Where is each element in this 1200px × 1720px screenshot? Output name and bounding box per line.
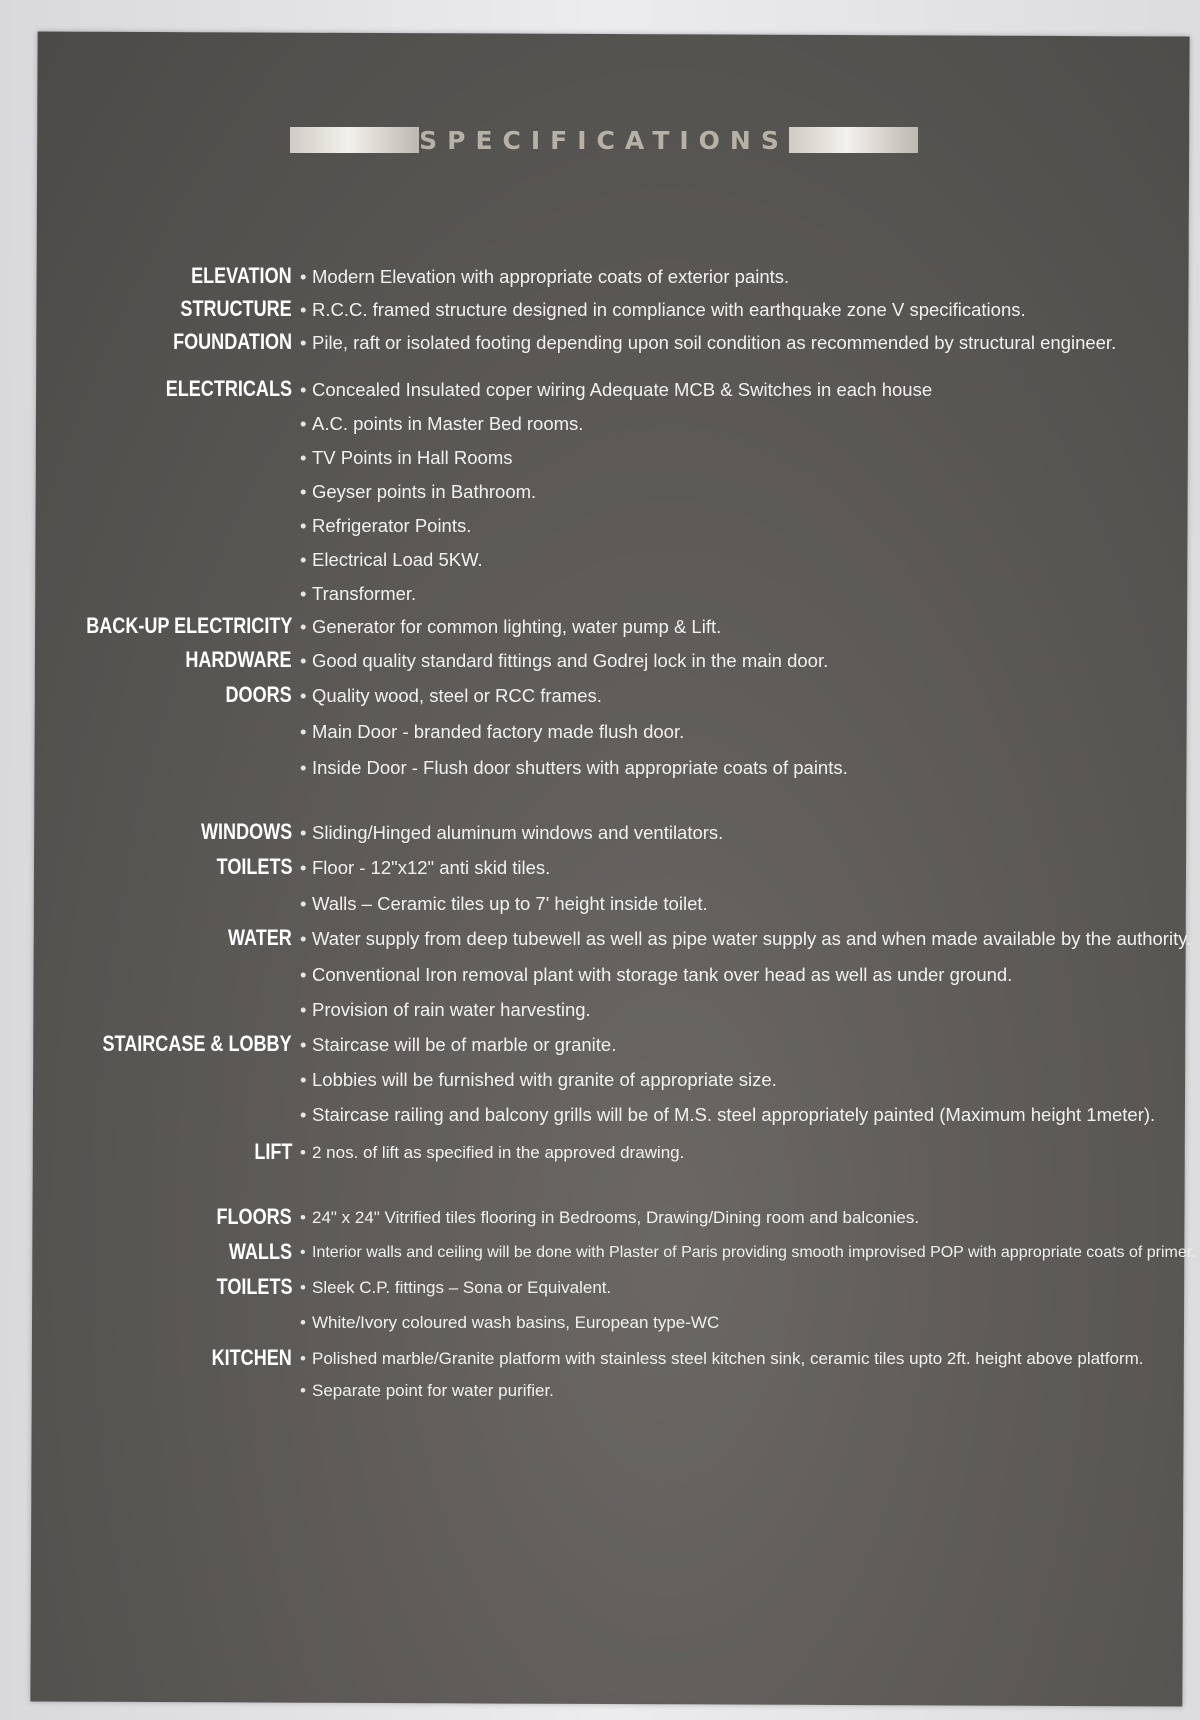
bullet-icon: • [300, 1349, 306, 1368]
spec-item [300, 1032, 616, 1058]
bullet-icon: • [300, 721, 307, 742]
spec-item [300, 1240, 1196, 1266]
spec-row [0, 375, 1200, 405]
spec-item [300, 1378, 554, 1404]
bullet-icon: • [300, 379, 307, 400]
spec-row [0, 443, 1200, 473]
bullet-icon: • [300, 1381, 306, 1400]
spec-text: Staircase railing and balcony grills will be of M.S. steel appropriately painted (Maximum height 1meter). [312, 1104, 1156, 1125]
spec-label: FLOORS [216, 1204, 292, 1229]
spec-row [0, 889, 1200, 919]
spec-item [300, 1102, 1155, 1128]
spec-text: Main Door - branded factory made flush door. [312, 721, 685, 742]
spec-text: Quality wood, steel or RCC frames. [312, 685, 602, 706]
spec-label: HARDWARE [185, 647, 292, 672]
spec-text: Provision of rain water harvesting. [312, 999, 591, 1020]
spec-label: WINDOWS [200, 819, 292, 844]
spec-label: KITCHEN [211, 1345, 292, 1370]
spec-text: Polished marble/Granite platform with stainless steel kitchen sink, ceramic tiles upto 2ft. height above platform. [312, 1349, 1144, 1368]
spec-text: Pile, raft or isolated footing depending upon soil condition as recommended by structural engineer. [312, 332, 1117, 353]
spec-item [300, 1140, 684, 1166]
spec-row [0, 612, 1200, 642]
spec-item [300, 962, 1012, 988]
bullet-icon: • [300, 1313, 306, 1332]
bullet-icon: • [300, 299, 307, 320]
bullet-icon: • [300, 583, 307, 604]
spec-text: Concealed Insulated coper wiring Adequate MCB & Switches in each house [312, 379, 933, 400]
bullet-icon: • [300, 1244, 306, 1261]
spec-item [300, 445, 512, 471]
bullet-icon: • [300, 481, 307, 502]
bullet-icon: • [300, 999, 307, 1020]
bullet-icon: • [300, 1034, 307, 1055]
spec-item [300, 614, 721, 640]
spec-item [300, 330, 1116, 356]
spec-row [0, 328, 1200, 358]
spec-text: Floor - 12"x12" anti skid tiles. [312, 857, 551, 878]
spec-text: Separate point for water purifier. [312, 1381, 554, 1400]
bullet-icon: • [300, 549, 307, 570]
spec-text: Lobbies will be furnished with granite of appropriate size. [312, 1069, 777, 1090]
spec-text: 2 nos. of lift as specified in the approved drawing. [312, 1143, 685, 1162]
spec-item [300, 297, 1026, 323]
spec-item [300, 1310, 719, 1336]
spec-row [0, 579, 1200, 609]
spec-label: TOILETS [216, 1274, 292, 1299]
spec-item [300, 513, 471, 539]
spec-item [300, 719, 684, 745]
bullet-icon: • [300, 1069, 307, 1090]
spec-item [300, 1067, 777, 1093]
bullet-icon: • [300, 893, 307, 914]
spec-item [300, 377, 932, 403]
bullet-icon: • [300, 515, 307, 536]
spec-text: Generator for common lighting, water pump & Lift. [312, 616, 722, 637]
spec-row [0, 511, 1200, 541]
spec-text: Refrigerator Points. [312, 515, 472, 536]
bullet-icon: • [300, 332, 307, 353]
bullet-icon: • [300, 413, 307, 434]
spec-label: WATER [228, 925, 292, 950]
spec-row [0, 1030, 1200, 1060]
bullet-icon: • [300, 1104, 307, 1125]
spec-item [300, 1275, 611, 1301]
spec-row [0, 1238, 1200, 1268]
spec-text: Water supply from deep tubewell as well as pipe water supply as and when made available by the authority. [312, 928, 1192, 949]
spec-row [0, 995, 1200, 1025]
spec-text: Transformer. [312, 583, 417, 604]
spec-label: TOILETS [216, 854, 292, 879]
spec-item [300, 648, 828, 674]
spec-item [300, 855, 550, 881]
spec-row [0, 717, 1200, 747]
spec-text: R.C.C. framed structure designed in compliance with earthquake zone V specifications. [312, 299, 1026, 320]
spec-text: Interior walls and ceiling will be done with Plaster of Paris providing smooth improvised POP with appropriate coats of primer. [312, 1244, 1196, 1261]
spec-text: Sliding/Hinged aluminum windows and ventilators. [312, 822, 724, 843]
spec-text: White/Ivory coloured wash basins, European type-WC [312, 1313, 720, 1332]
bullet-icon: • [300, 650, 307, 671]
bullet-icon: • [300, 928, 307, 949]
spec-row [0, 1344, 1200, 1374]
spec-row [0, 1376, 1200, 1406]
bullet-icon: • [300, 266, 307, 287]
spec-label: ELECTRICALS [165, 376, 292, 401]
bullet-icon: • [300, 616, 307, 637]
spec-text: Modern Elevation with appropriate coats of exterior paints. [312, 266, 790, 287]
bullet-icon: • [300, 447, 307, 468]
spec-text: A.C. points in Master Bed rooms. [312, 413, 584, 434]
spec-row [0, 753, 1200, 783]
bullet-icon: • [300, 685, 307, 706]
bullet-icon: • [300, 822, 307, 843]
spec-text: Sleek C.P. fittings – Sona or Equivalent. [312, 1278, 612, 1297]
spec-row [0, 1203, 1200, 1233]
spec-row [0, 262, 1200, 292]
bullet-icon: • [300, 1208, 306, 1227]
spec-row [0, 960, 1200, 990]
spec-label: LIFT [253, 1139, 292, 1164]
bullet-icon: • [300, 857, 307, 878]
spec-item [300, 479, 536, 505]
bullet-icon: • [300, 1278, 306, 1297]
spec-text: Walls – Ceramic tiles up to 7' height inside toilet. [312, 893, 708, 914]
spec-item [300, 411, 583, 437]
spec-row [0, 818, 1200, 848]
spec-text: Good quality standard fittings and Godrej lock in the main door. [312, 650, 829, 671]
spec-text: Conventional Iron removal plant with storage tank over head as well as under ground. [312, 964, 1013, 985]
spec-item [300, 891, 708, 917]
spec-text: Staircase will be of marble or granite. [312, 1034, 617, 1055]
spec-text: 24" x 24" Vitrified tiles flooring in Bedrooms, Drawing/Dining room and balconies. [312, 1208, 920, 1227]
spec-label: STRUCTURE [180, 296, 292, 321]
spec-text: Geyser points in Bathroom. [312, 481, 537, 502]
spec-text: Electrical Load 5KW. [312, 549, 483, 570]
spec-item [300, 264, 789, 290]
page-title: SPECIFICATIONS [419, 125, 789, 155]
spec-item [300, 1346, 1144, 1372]
spec-row [0, 1273, 1200, 1303]
spec-item [300, 547, 483, 573]
spec-row [0, 1100, 1200, 1130]
bullet-icon: • [300, 964, 307, 985]
spec-row [0, 1308, 1200, 1338]
spec-item [300, 683, 602, 709]
spec-row [0, 545, 1200, 575]
spec-label: FOUNDATION [173, 329, 292, 354]
spec-text: Inside Door - Flush door shutters with appropriate coats of paints. [312, 757, 848, 778]
spec-item [300, 820, 723, 846]
spec-item [300, 581, 416, 607]
spec-row [0, 853, 1200, 883]
bullet-icon: • [300, 757, 307, 778]
spec-text: TV Points in Hall Rooms [312, 447, 513, 468]
spec-label: STAIRCASE & LOBBY [102, 1031, 292, 1056]
spec-row [0, 295, 1200, 325]
spec-item [300, 926, 1191, 952]
spec-row [0, 409, 1200, 439]
spec-label: WALLS [228, 1239, 292, 1264]
spec-item [300, 997, 591, 1023]
spec-label: DOORS [225, 682, 292, 707]
spec-row [0, 1138, 1200, 1168]
spec-item [300, 1205, 919, 1231]
spec-row [0, 646, 1200, 676]
spec-label: ELEVATION [191, 263, 292, 288]
spec-row [0, 1065, 1200, 1095]
spec-label: BACK-UP ELECTRICITY [85, 613, 292, 638]
bullet-icon: • [300, 1143, 306, 1162]
spec-row [0, 924, 1200, 954]
spec-item [300, 755, 848, 781]
spec-row [0, 477, 1200, 507]
spec-row [0, 681, 1200, 711]
